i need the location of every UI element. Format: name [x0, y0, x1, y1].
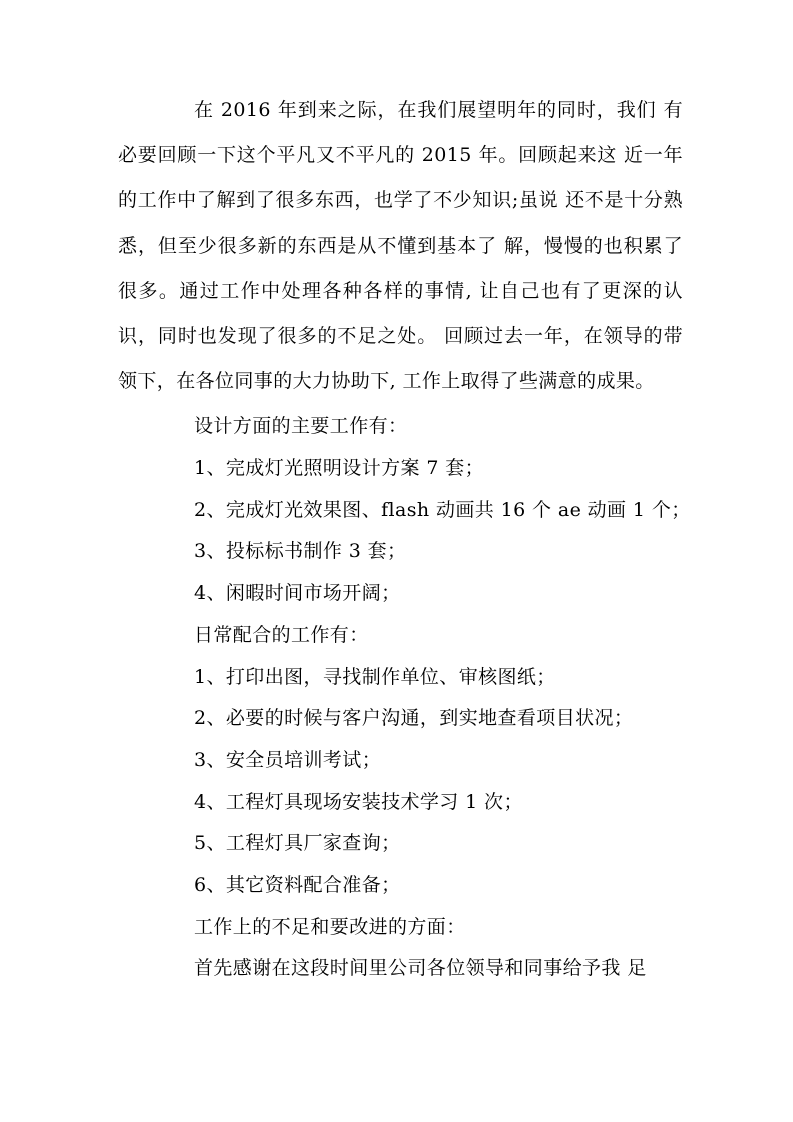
document-body: [118, 88, 691, 990]
daily-heading: 日常配合的工作有：: [194, 623, 369, 646]
daily-item-5: 5、工程灯具厂家查询；: [194, 832, 401, 855]
design-heading: 设计方面的主要工作有：: [194, 415, 408, 438]
design-item-3: 3、投标标书制作 3 套；: [194, 540, 407, 563]
shortcomings-heading: 工作上的不足和要改进的方面：: [194, 915, 466, 938]
daily-item-1: 1、打印出图，寻找制作单位、审核图纸；: [194, 665, 556, 688]
daily-item-3: 3、安全员培训考试；: [194, 748, 382, 771]
design-item-2: 2、完成灯光效果图、flash 动画共 16 个 ae 动画 1 个；: [194, 498, 691, 521]
daily-item-4: 4、工程灯具现场安装技术学习 1 次；: [194, 790, 523, 813]
design-item-4: 4、闲暇时间市场开阔；: [194, 582, 401, 605]
closing-line: 首先感谢在这段时间里公司各位领导和同事给予我 足: [194, 957, 647, 980]
daily-item-6: 6、其它资料配合准备；: [194, 873, 401, 896]
daily-item-2: 2、必要的时候与客户沟通，到实地查看项目状况；: [194, 707, 634, 730]
intro-paragraph: 在 2016 年到来之际，在我们展望明年的同时，我们 有必要回顾一下这个平凡又不平凡的 2015 年。回顾起来这 近一年的工作中了解到了很多东西，也学了不少知识;虽说 还不是十分熟悉，但至少很多新的东西是从不懂到基本了 解，慢慢的也积累了很多。通过工作中处理各种各样的事情, 让自己也有了更深的认识，同时也发现了很多的不足之处。 回顾过去一年，在领导的带领下，在各位同事的大力协助下, 工作上取得了些满意的成果。: [118, 99, 683, 393]
design-item-1: 1、完成灯光照明设计方案 7 套；: [194, 457, 485, 480]
